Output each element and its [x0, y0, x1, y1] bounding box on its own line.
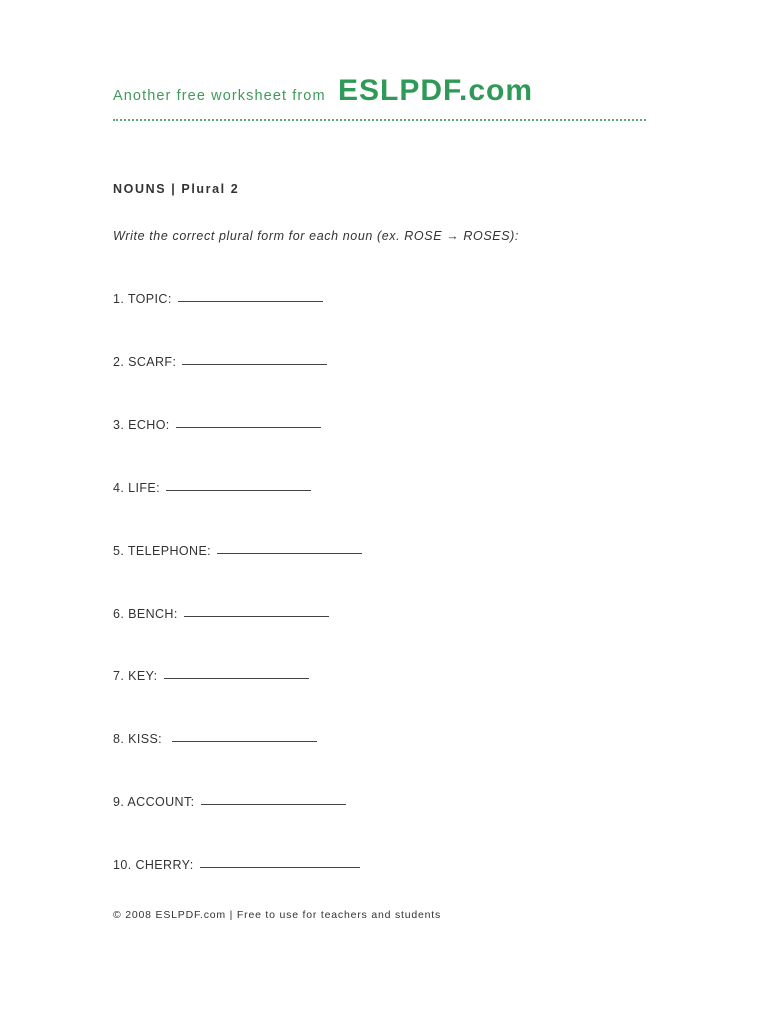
question-label: 3. ECHO: — [113, 418, 170, 432]
question-label: 8. KISS: — [113, 732, 163, 746]
question-label: 4. LIFE: — [113, 481, 160, 495]
question-label: 5. TELEPHONE: — [113, 544, 212, 558]
question-label: 1. TOPIC: — [113, 292, 172, 306]
worksheet-title: NOUNS | Plural 2 — [113, 182, 240, 196]
question-item-6 — [113, 607, 329, 621]
question-item-2 — [113, 355, 327, 369]
worksheet-instructions: Write the correct plural form for each noun (ex. ROSE → ROSES): — [113, 229, 519, 243]
answer-blank[interactable] — [166, 480, 311, 491]
answer-blank[interactable] — [182, 354, 327, 365]
question-item-1 — [113, 292, 323, 306]
question-item-8 — [113, 732, 317, 746]
answer-blank[interactable] — [176, 417, 321, 428]
question-item-5 — [113, 544, 362, 558]
answer-blank[interactable] — [217, 543, 362, 554]
question-item-3 — [113, 418, 321, 432]
answer-blank[interactable] — [164, 668, 309, 679]
worksheet-header — [113, 74, 648, 110]
answer-blank[interactable] — [200, 857, 360, 868]
answer-blank[interactable] — [184, 606, 329, 617]
copyright-footer: © 2008 ESLPDF.com | Free to use for teachers and students — [113, 909, 442, 921]
question-label: 2. SCARF: — [113, 355, 177, 369]
answer-blank[interactable] — [178, 291, 323, 302]
header-tagline: Another free worksheet from — [113, 88, 326, 104]
answer-blank[interactable] — [172, 731, 317, 742]
question-label: 7. KEY: — [113, 669, 158, 683]
question-label: 9. ACCOUNT: — [113, 795, 195, 809]
question-item-7 — [113, 669, 309, 683]
question-item-10 — [113, 858, 360, 872]
header-divider — [113, 119, 646, 121]
answer-blank[interactable] — [201, 794, 346, 805]
question-item-4 — [113, 481, 311, 495]
question-label: 10. CHERRY: — [113, 858, 194, 872]
question-label: 6. BENCH: — [113, 607, 178, 621]
question-item-9 — [113, 795, 346, 809]
brand-logo: ESLPDF.com — [338, 74, 534, 107]
